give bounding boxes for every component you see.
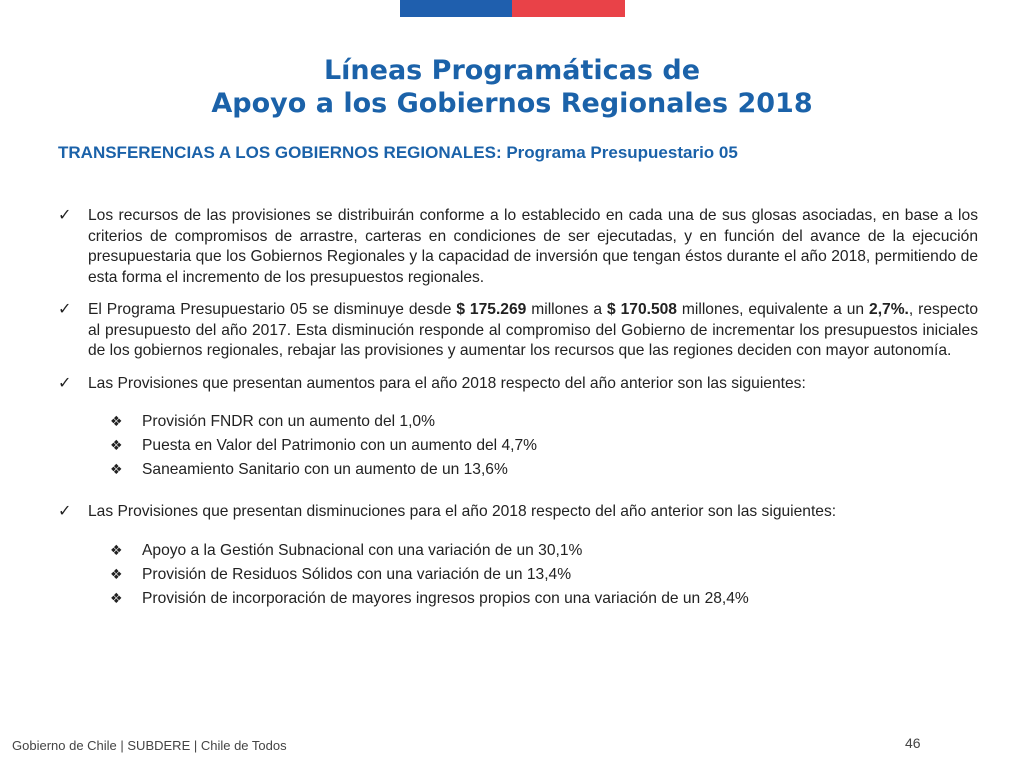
list-item-text: Provisión FNDR con un aumento del 1,0% [142,413,435,430]
check-icon: ✓ [58,372,72,392]
increases-list [58,410,978,482]
title-line-2: Apoyo a los Gobiernos Regionales 2018 [211,88,813,119]
bullet-text-part: millones, equivalente a un [676,301,870,318]
section-subtitle: TRANSFERENCIAS A LOS GOBIERNOS REGIONALES: Programa Presupuestario 05 [58,143,738,162]
bullet-text: Las Provisiones que presentan aumentos para el año 2018 respecto del año anterior son las siguientes: [88,374,806,392]
bullet-text: Los recursos de las provisiones se distribuirán conforme a lo establecido en cada una de sus glosas asociadas, en base a los criterios de compromisos de arrastre, carteras en condiciones de ser ejecutadas, y en función del avance de la ejecución presupuestaria que los Gobiernos Regionales y la capacidad de inversión que tengan éstos durante el año 2018, permitiendo de esta forma el incremento de los presupuestos regionales. [88,207,978,286]
bullet-item [58,502,978,523]
check-icon: ✓ [58,205,72,224]
diamond-icon: ❖ [110,542,123,559]
list-item [58,458,978,482]
list-item [58,410,978,434]
amount-to: $ 170.508 [607,301,677,318]
bullet-text-part: millones a [526,301,607,318]
list-item-text: Provisión de Residuos Sólidos con una variación de un 13,4% [142,565,572,583]
percent-value: 2,7%. [869,301,909,318]
amount-from: $ 175.269 [456,301,527,318]
bullet-text: Las Provisiones que presentan disminuciones para el año 2018 respecto del año anterior son las siguientes: [88,503,837,520]
decreases-list [58,539,978,611]
bullet-item [58,206,978,288]
page-title [0,54,1024,120]
check-icon: ✓ [58,501,72,520]
check-icon: ✓ [58,299,72,318]
list-item [58,587,978,611]
bullet-item [58,300,978,362]
page-number: 46 [905,735,921,751]
diamond-icon: ❖ [110,414,123,430]
diamond-icon: ❖ [110,590,123,607]
list-item-text: Provisión de incorporación de mayores ingresos propios con una variación de un 28,4% [142,589,749,607]
bullet-text-part: , respecto al presupuesto del año 2017. Esta disminución responde al compromiso del Gobierno de incrementar los presupuestos iniciales de los gobiernos regionales, rebajar las provisiones y aumentar los recursos que las regiones deciden con mayor autonomía. [88,301,978,359]
footer-text: Gobierno de Chile | SUBDERE | Chile de Todos [12,738,287,753]
diamond-icon: ❖ [110,462,123,478]
list-item-text: Apoyo a la Gestión Subnacional con una variación de un 30,1% [142,541,583,559]
content-body [58,206,978,611]
diamond-icon: ❖ [110,438,123,454]
bullet-text-part: El Programa Presupuestario 05 se disminuye desde [88,301,457,318]
flag-stripe-red [512,0,625,17]
diamond-icon: ❖ [110,566,123,583]
title-line-1: Líneas Programáticas de [323,55,701,86]
flag-stripe-blue [400,0,512,17]
list-item [58,539,978,563]
bullet-item [58,374,978,395]
list-item-text: Puesta en Valor del Patrimonio con un aumento del 4,7% [142,437,537,454]
list-item [58,434,978,458]
list-item [58,563,978,587]
list-item-text: Saneamiento Sanitario con un aumento de un 13,6% [142,461,508,478]
